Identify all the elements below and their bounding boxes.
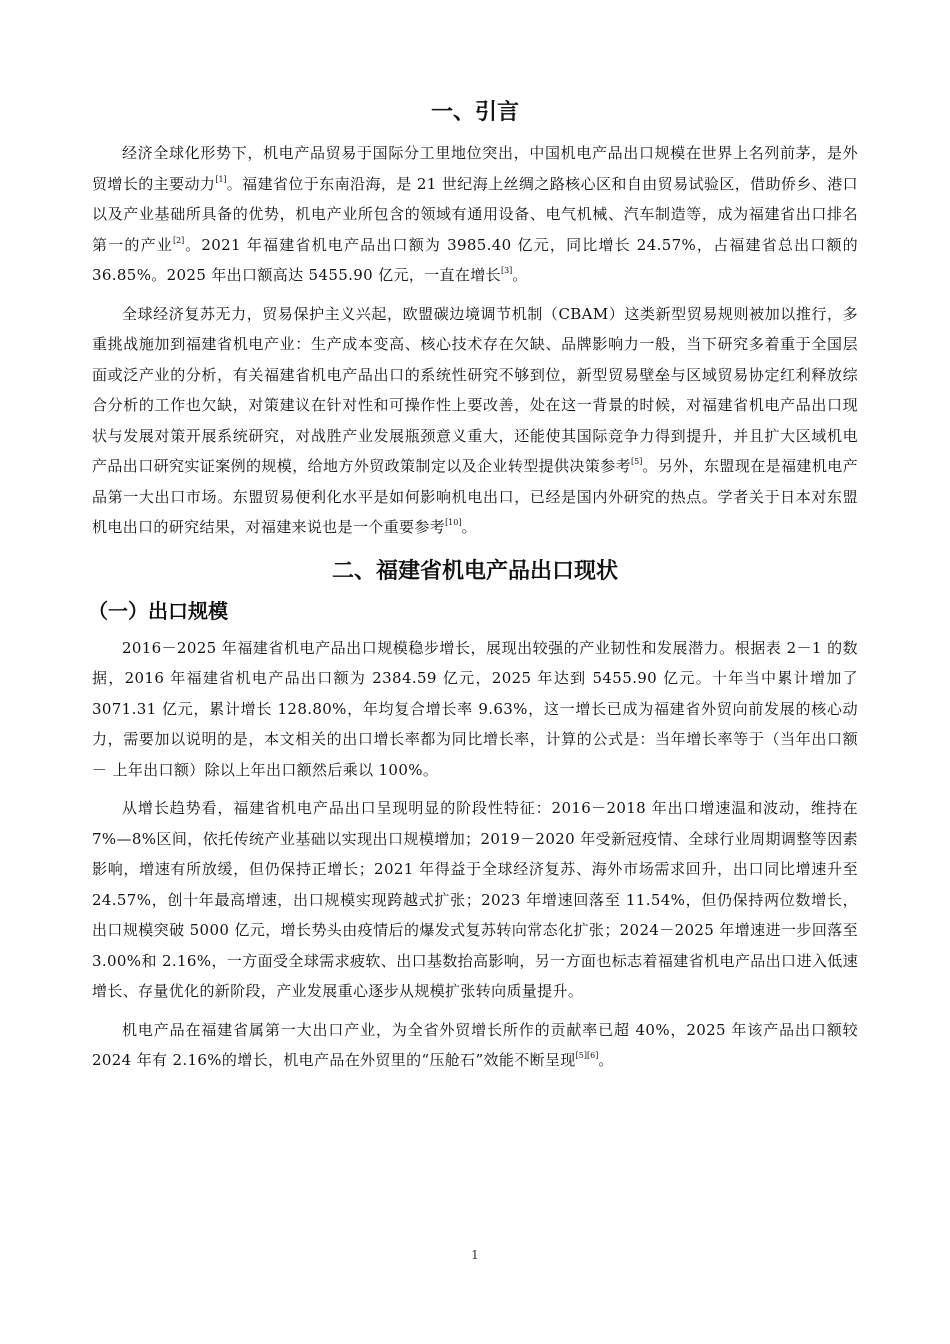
section-heading-export-status: 二、福建省机电产品出口现状 (331, 558, 618, 584)
subsection-heading-export-scale: （一）出口规模 (88, 598, 228, 623)
text-run: 。另外，东盟现在是福建机电产品第一大出口市场。东盟贸易便利化水平是如何影响机电出口，已经是国内外研究的热点。学者关于日本对东盟机电出口的研究结果，对福建来说也是一个重要参考 (92, 457, 858, 536)
citation: [3] (500, 266, 513, 275)
text-run: 。福建省位于东南沿海，是 21 世纪海上丝绸之路核心区和自由贸易试验区，借助侨乡、港口以及产业基础所具备的优势，机电产业所包含的领域有通用设备、电气机械、汽车制造等，成为福建省出口排名第一的产业 (92, 174, 858, 254)
text-run: 。 (512, 266, 528, 284)
citation: [2] (172, 235, 185, 245)
citation: [5] (631, 457, 643, 466)
text-run: 机电产品在福建省属第一大出口产业，为全省外贸增长所作的贡献率已超 40%，2025 年该产品出口额较 2024 年有 2.16%的增长，机电产品在外贸里的“压舱石”效能不断呈现 (92, 1020, 858, 1069)
paragraph: 2016－2025 年福建省机电产品出口规模稳步增长，展现出较强的产业韧性和发展潜力。根据表 2－1 的数据，2016 年福建省机电产品出口额为 2384.59 亿元，2025 年达到 5455.90 亿元。十年当中累计增加了 3071.31 亿元，累计增长 128.80%，年均复合增长率 9.63%，这一增长已成为福建省外贸向前发展的核心动力，需要加以说明的是，本文相关的出口增长率都为同比增长率，计算的公式是：当年增长率等于（当年出口额 － 上年出口额）除以上年出口额然后乘以 100%。 (92, 638, 858, 779)
paragraph (92, 299, 858, 543)
section-heading-introduction: 一、引言 (430, 100, 519, 125)
citation: [10] (445, 518, 462, 527)
paragraph (92, 138, 858, 291)
paragraph (92, 1015, 858, 1076)
paragraph: 从增长趋势看，福建省机电产品出口呈现明显的阶段性特征：2016－2018 年出口增速温和波动，维持在 7%—8%区间，依托传统产业基础以实现出口规模增加；2019－2020 年受新冠疫情、全球行业周期调整等因素影响，增速有所放缓，但仍保持正增长；2021 年得益于全球经济复苏、海外市场需求回升，出口同比增速升至 24.57%，创十年最高增速，出口规模实现跨越式扩张；2023 年增速回落至 11.54%，但仍保持两位数增长，出口规模突破 5000 亿元，增长势头由疫情后的爆发式复苏转向常态化扩张；2024－2025 年增速进一步回落至 3.00%和 2.16%，一方面受全球需求疲软、出口基数抬高影响，另一方面也标志着福建省机电产品出口进入低速增长、存量优化的新阶段，产业发展重心逐步从规模扩张转向质量提升。 (92, 799, 858, 1000)
citation: [5][6] (575, 1051, 599, 1060)
text-run: 经济全球化形势下，机电产品贸易于国际分工里地位突出，中国机电产品出口规模在世界上名列前茅，是外贸增长的主要动力 (92, 144, 858, 193)
text-run: 全球经济复苏无力，贸易保护主义兴起，欧盟碳边境调节机制（CBAM）这类新型贸易规则被加以推行，多重挑战施加到福建省机电产业：生产成本变高、核心技术存在欠缺、品牌影响力一般，当下研究多着重于全国层面或泛产业的分析，有关福建省机电产品出口的系统性研究不够到位，新型贸易壁垒与区域贸易协定红利释放综合分析的工作也欠缺，对策建议在针对性和可操作性上要改善，处在这一背景的时候，对福建省机电产品出口现状与发展对策开展系统研究，对战胜产业发展瓶颈意义重大，还能使其国际竞争力得到提升，并且扩大区域机电产品出口研究实证案例的规模，给地方外贸政策制定以及企业转型提供决策参考 (92, 304, 858, 475)
text-run: 。2021 年福建省机电产品出口额为 3985.40 亿元，同比增长 24.57%，占福建省总出口额的 36.85%。2025 年出口额高达 5455.90 亿元，一直在增长 (92, 235, 858, 284)
page-number: 1 (471, 1248, 479, 1262)
citation: [1] (215, 174, 227, 184)
text-run: 。 (461, 518, 477, 536)
text-run: 。 (598, 1051, 614, 1069)
page-content (88, 98, 858, 1076)
